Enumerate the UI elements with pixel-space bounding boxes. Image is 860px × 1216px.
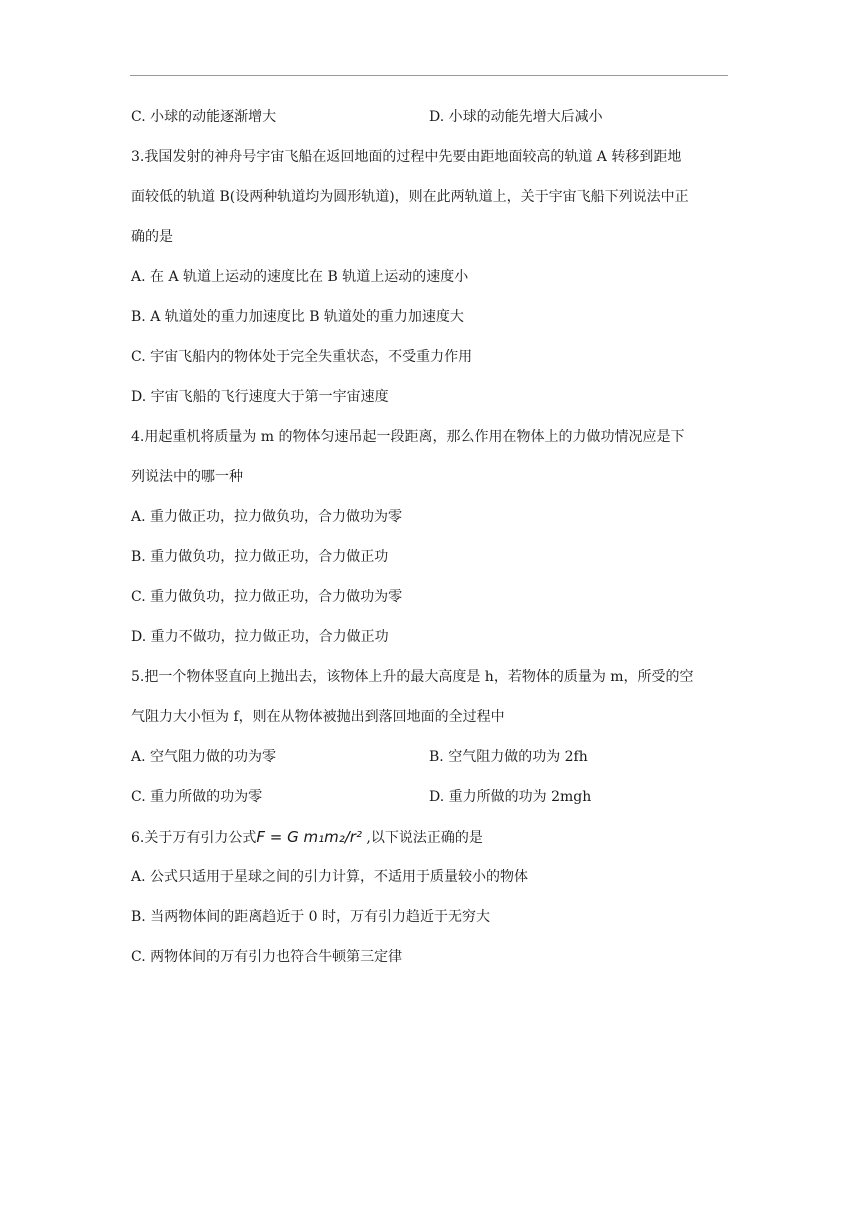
question-5-stem-line: 气阻力大小恒为 f，则在从物体被抛出到落回地面的全过程中	[131, 709, 505, 725]
question-4-option-b: B. 重力做负功，拉力做正功，合力做正功	[131, 549, 389, 565]
question-3-option-b: B. A 轨道处的重力加速度比 B 轨道处的重力加速度大	[131, 309, 464, 325]
q2-option-c: C. 小球的动能逐渐增大	[131, 109, 277, 125]
question-5-option-b: B. 空气阻力做的功为 2fh	[429, 749, 588, 765]
question-6-option-a: A. 公式只适用于星球之间的引力计算，不适用于质量较小的物体	[131, 869, 529, 885]
question-6-option-b: B. 当两物体间的距离趋近于 0 时，万有引力趋近于无穷大	[131, 909, 490, 925]
question-3-stem-line: 3.我国发射的神舟号宇宙飞船在返回地面的过程中先要由距地面较高的轨道 A 转移到距地	[131, 149, 682, 165]
q2-options-row	[131, 105, 731, 129]
question-3-option-d: D. 宇宙飞船的飞行速度大于第一宇宙速度	[131, 389, 389, 405]
question-3-stem-line: 面较低的轨道 B(设两种轨道均为圆形轨道)，则在此两轨道上，关于宇宙飞船下列说法中正	[131, 189, 689, 205]
question-4-stem-line: 4.用起重机将质量为 m 的物体匀速吊起一段距离，那么作用在物体上的力做功情况应是下	[131, 429, 685, 445]
question-4-stem-line: 列说法中的哪一种	[131, 469, 243, 485]
question-4-option-a: A. 重力做正功，拉力做负功，合力做功为零	[131, 509, 403, 525]
question-5	[131, 665, 731, 729]
question-5-option-c: C. 重力所做的功为零	[131, 789, 263, 805]
question-5-options-row-2	[131, 785, 731, 809]
question-3	[131, 145, 731, 249]
question-5-option-a: A. 空气阻力做的功为零	[131, 749, 277, 765]
question-6	[131, 825, 731, 849]
header-rule	[130, 75, 728, 76]
question-3-option-a: A. 在 A 轨道上运动的速度比在 B 轨道上运动的速度小	[131, 269, 469, 285]
question-5-stem-line: 5.把一个物体竖直向上抛出去，该物体上升的最大高度是 h，若物体的质量为 m，所受的空	[131, 669, 694, 685]
document-body	[131, 105, 731, 969]
question-6-stem-line	[131, 825, 731, 849]
question-5-option-d: D. 重力所做的功为 2mgh	[429, 789, 592, 805]
question-6-stem-prefix: 6.关于万有引力公式	[131, 830, 257, 846]
q2-option-d: D. 小球的动能先增大后减小	[429, 109, 603, 125]
question-3-option-c: C. 宇宙飞船内的物体处于完全失重状态，不受重力作用	[131, 349, 473, 365]
question-4-option-c: C. 重力做负功，拉力做正功，合力做功为零	[131, 589, 403, 605]
question-6-stem-suffix: ,以下说法正确的是	[361, 830, 483, 846]
gravitation-formula: F = G m₁m₂/r²	[256, 828, 362, 846]
question-6-option-c: C. 两物体间的万有引力也符合牛顿第三定律	[131, 949, 403, 965]
question-3-stem-line: 确的是	[131, 229, 173, 245]
question-4	[131, 425, 731, 489]
question-5-options-row-1	[131, 745, 731, 769]
question-4-option-d: D. 重力不做功，拉力做正功，合力做正功	[131, 629, 389, 645]
